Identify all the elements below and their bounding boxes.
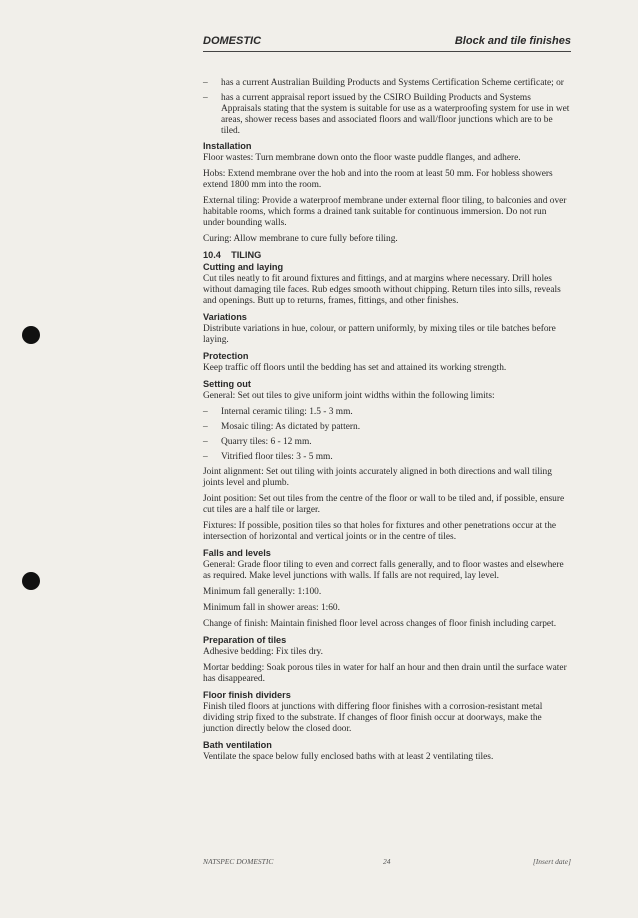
paragraph: Distribute variations in hue, colour, or pattern uniformly, by mixing tiles or tile batches before laying. bbox=[203, 324, 556, 345]
section-title: TILING bbox=[231, 250, 262, 260]
list-item bbox=[203, 422, 570, 433]
footer-left: NATSPEC DOMESTIC bbox=[203, 857, 274, 866]
list-item-text: Quarry tiles: 6 - 12 mm. bbox=[221, 437, 312, 447]
header-right: Block and tile finishes bbox=[454, 35, 571, 47]
paragraph: Curing: Allow membrane to cure fully before tiling. bbox=[203, 234, 398, 244]
page-footer bbox=[203, 857, 571, 869]
list-dash: – bbox=[203, 452, 208, 462]
list-item-text: Internal ceramic tiling: 1.5 - 3 mm. bbox=[221, 407, 353, 417]
page-number: 24 bbox=[383, 857, 391, 866]
list-dash: – bbox=[203, 437, 208, 447]
paragraph: Mortar bedding: Soak porous tiles in water for half an hour and then drain until the surface water has disappeared. bbox=[203, 663, 567, 684]
paragraph: Keep traffic off floors until the bedding has set and attained its working strength. bbox=[203, 363, 507, 373]
list-dash: – bbox=[203, 422, 208, 432]
list-item bbox=[203, 437, 570, 448]
heading-installation: Installation bbox=[203, 141, 252, 151]
list-item bbox=[203, 407, 570, 418]
list-dash: – bbox=[203, 407, 208, 417]
binder-hole-bottom bbox=[22, 572, 40, 590]
header-left: DOMESTIC bbox=[203, 35, 262, 47]
heading-falls: Falls and levels bbox=[203, 548, 271, 558]
paragraph: General: Grade floor tiling to even and correct falls generally, and to floor wastes and elsewhere as required. Make level junctions with walls. If falls are not required, lay level. bbox=[203, 560, 564, 581]
paragraph: Change of finish: Maintain finished floor level across changes of floor finish including carpet. bbox=[203, 619, 557, 629]
list-item-text: has a current appraisal report issued by the CSIRO Building Products and Systems Appraisals stating that the system is suitable for use as a waterproofing system for use in wet areas, shower recess bases and associated floors and wall/floor junctions which are to be tiled. bbox=[221, 93, 570, 136]
page-header bbox=[203, 35, 571, 52]
heading-bath: Bath ventilation bbox=[203, 740, 272, 750]
section-number: 10.4 bbox=[203, 250, 221, 260]
paragraph: General: Set out tiles to give uniform joint widths within the following limits: bbox=[203, 391, 495, 401]
list-item bbox=[203, 93, 570, 137]
heading-variations: Variations bbox=[203, 312, 247, 322]
list-item-text: Mosaic tiling: As dictated by pattern. bbox=[221, 422, 361, 432]
paragraph: Minimum fall generally: 1:100. bbox=[203, 587, 322, 597]
paragraph: Joint alignment: Set out tiling with joints accurately aligned in both directions and wall tiling joints level and plumb. bbox=[203, 467, 552, 488]
paragraph: Floor wastes: Turn membrane down onto the floor waste puddle flanges, and adhere. bbox=[203, 153, 521, 163]
list-item bbox=[203, 452, 570, 463]
section-heading bbox=[203, 250, 570, 261]
paragraph: Adhesive bedding: Fix tiles dry. bbox=[203, 647, 323, 657]
paragraph: Ventilate the space below fully enclosed baths with at least 2 ventilating tiles. bbox=[203, 752, 494, 762]
list-dash: – bbox=[203, 93, 208, 103]
list-item-text: Vitrified floor tiles: 3 - 5 mm. bbox=[221, 452, 333, 462]
heading-protection: Protection bbox=[203, 351, 249, 361]
paragraph: Finish tiled floors at junctions with differing floor finishes with a corrosion-resistant metal dividing strip fixed to the substrate. If changes of floor finish occur at doorways, make the junction directly below the closed door. bbox=[203, 702, 543, 734]
list-item bbox=[203, 78, 570, 89]
paragraph: Hobs: Extend membrane over the hob and into the room at least 50 mm. For hobless showers extend 1800 mm into the room. bbox=[203, 169, 553, 190]
paragraph: External tiling: Provide a waterproof membrane under external floor tiling, to balconies and over habitable rooms, which forms a drained tank suitable for continuous immersion. Do not run under bounding walls. bbox=[203, 196, 567, 228]
paragraph: Minimum fall in shower areas: 1:60. bbox=[203, 603, 340, 613]
heading-setting-out: Setting out bbox=[203, 379, 251, 389]
paragraph: Fixtures: If possible, position tiles so that holes for fixtures and other penetrations occur at the intersection of horizontal and vertical joints or in the centre of tiles. bbox=[203, 521, 557, 542]
binder-hole-top bbox=[22, 326, 40, 344]
list-item-text: has a current Australian Building Products and Systems Certification Scheme certificate; or bbox=[221, 78, 564, 88]
heading-preparation: Preparation of tiles bbox=[203, 635, 287, 645]
paragraph: Joint position: Set out tiles from the centre of the floor or wall to be tiled and, if possible, ensure cut tiles are a half tile or larger. bbox=[203, 494, 565, 515]
heading-cutting: Cutting and laying bbox=[203, 262, 284, 272]
heading-dividers: Floor finish dividers bbox=[203, 690, 291, 700]
footer-right: [Insert date] bbox=[532, 857, 571, 866]
list-dash: – bbox=[203, 78, 208, 88]
paragraph: Cut tiles neatly to fit around fixtures and fittings, and at margins where necessary. Drill holes without damaging tile faces. Rub edges smooth without chipping. Return tiles into sills, reveals and openings. Butt up to returns, frames, fittings, and other finishes. bbox=[203, 274, 561, 306]
page-content bbox=[203, 78, 570, 768]
